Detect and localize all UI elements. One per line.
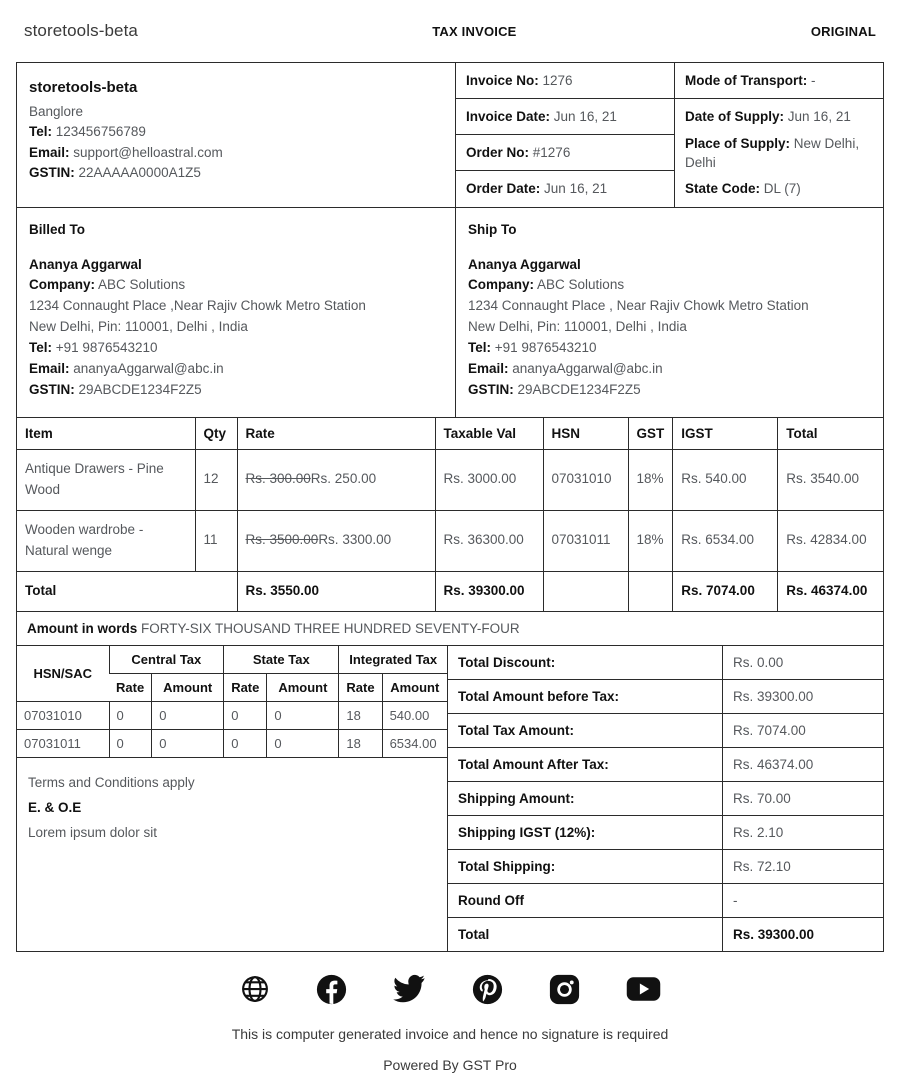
mode-of-transport-value: -: [811, 73, 816, 88]
invoice-meta-right-column: [674, 63, 883, 207]
column-header-gst: GST: [628, 418, 673, 450]
billed-to-email-row: [29, 359, 443, 380]
facebook-icon[interactable]: [316, 974, 347, 1005]
grand-total-label: Total: [458, 926, 490, 942]
grand-total-value: Rs. 39300.00: [722, 918, 883, 951]
summary-label: Total Amount After Tax:: [458, 756, 609, 772]
item-rate-original: Rs. 3500.00: [245, 532, 319, 548]
order-number-cell: [456, 135, 674, 171]
date-of-supply-value: Jun 16, 21: [787, 109, 851, 125]
amount-in-words-label: Amount in words: [27, 620, 138, 636]
billed-to-email-value: ananyaAggarwal@abc.in: [73, 361, 224, 377]
items-total-rate: Rs. 3550.00: [237, 571, 435, 610]
line-items-table: [17, 417, 883, 611]
hsn-code: 07031010: [17, 701, 109, 729]
items-total-amount: Rs. 46374.00: [778, 571, 883, 610]
item-qty: 12: [195, 450, 237, 511]
date-of-supply-label: Date of Supply:: [685, 109, 785, 125]
ship-to-gstin-label: GSTIN:: [468, 382, 514, 398]
hsn-central-rate: 0: [109, 729, 152, 757]
ship-to-heading: Ship To: [468, 221, 517, 237]
summary-value: Rs. 0.00: [722, 646, 883, 679]
invoice-container: [16, 62, 884, 952]
column-header-item: Item: [17, 418, 195, 450]
items-total-hsn: [543, 571, 628, 610]
item-rate: [237, 510, 435, 571]
hsn-central-rate: 0: [109, 701, 152, 729]
seller-details-block: [17, 63, 455, 207]
summary-row-total-tax: [448, 714, 883, 748]
ship-to-company-value: ABC Solutions: [537, 277, 625, 293]
ship-to-gstin-row: [468, 380, 871, 401]
summary-row-shipping-amount: [448, 782, 883, 816]
seller-gstin-row: [29, 163, 443, 184]
billed-to-tel-row: [29, 338, 443, 359]
item-rate-discounted: Rs. 250.00: [310, 471, 377, 487]
hsn-integrated-amount: 540.00: [382, 701, 447, 729]
billed-to-name: Ananya Aggarwal: [29, 256, 142, 272]
globe-icon[interactable]: [240, 974, 270, 1004]
hsn-code: 07031011: [17, 729, 109, 757]
seller-and-meta-section: [17, 63, 883, 207]
state-code-value: DL (7): [763, 180, 801, 196]
summary-value: Rs. 72.10: [722, 850, 883, 883]
item-taxable: Rs. 36300.00: [435, 510, 543, 571]
mode-of-transport-label: Mode of Transport:: [685, 73, 808, 88]
footer-text-block: [16, 1027, 884, 1072]
order-number-label: Order No:: [466, 145, 530, 161]
billed-to-address-line1: 1234 Connaught Place ,Near Rajiv Chowk Metro Station: [29, 298, 366, 314]
seller-email-value: support@helloastral.com: [73, 144, 223, 160]
column-header-igst: IGST: [673, 418, 778, 450]
place-of-supply-value: New Delhi, Delhi: [685, 136, 860, 171]
item-rate-original: Rs. 300.00: [245, 471, 311, 487]
summary-value: Rs. 2.10: [722, 816, 883, 849]
footer-generated-note: This is computer generated invoice and hence no signature is required: [231, 1025, 669, 1042]
ship-to-tel-row: [468, 338, 871, 359]
hsn-integrated-amount: 6534.00: [382, 729, 447, 757]
billed-to-company-label: Company:: [29, 277, 96, 293]
place-of-supply-label: Place of Supply:: [685, 136, 791, 152]
ship-to-gstin-value: 29ABCDE1234F2Z5: [517, 382, 641, 398]
order-date-value: Jun 16, 21: [544, 181, 608, 197]
hsn-integrated-rate: 18: [339, 729, 382, 757]
ship-to-tel-value: +91 9876543210: [494, 340, 597, 356]
hsn-subheader-state-amount: Amount: [267, 673, 339, 701]
ship-to-tel-label: Tel:: [468, 340, 491, 356]
invoice-date-value: Jun 16, 21: [553, 109, 617, 125]
item-igst: Rs. 540.00: [673, 450, 778, 511]
table-row: [17, 450, 883, 511]
ship-to-email-row: [468, 359, 871, 380]
seller-tel-value: 123456756789: [55, 124, 146, 140]
pinterest-icon[interactable]: [472, 974, 503, 1005]
item-gst: 18%: [628, 450, 673, 511]
billed-to-company-row: [29, 275, 443, 296]
column-header-qty: Qty: [195, 418, 237, 450]
hsn-subheader-integrated-rate: Rate: [339, 673, 382, 701]
column-header-taxable-val: Taxable Val: [435, 418, 543, 450]
ship-to-company-label: Company:: [468, 277, 535, 293]
summary-value: Rs. 70.00: [722, 782, 883, 815]
seller-city: Banglore: [29, 103, 84, 119]
item-total: Rs. 3540.00: [778, 450, 883, 511]
invoice-number-cell: [456, 63, 674, 99]
billed-to-gstin-row: [29, 380, 443, 401]
table-row: [17, 701, 447, 729]
line-items-total-row: [17, 571, 883, 610]
state-code-cell: [675, 177, 883, 207]
billed-to-address-line2: New Delhi, Pin: 110001, Delhi , India: [29, 319, 248, 335]
document-type-title: TAX INVOICE: [432, 23, 517, 39]
hsn-state-rate: 0: [224, 729, 267, 757]
brand-name: storetools-beta: [24, 21, 138, 40]
seller-tel-row: [29, 122, 443, 143]
column-header-total: Total: [778, 418, 883, 450]
social-links-bar: [16, 974, 884, 1005]
summary-row-grand-total: [448, 918, 883, 951]
item-total: Rs. 42834.00: [778, 510, 883, 571]
hsn-group-header-row: [17, 646, 447, 674]
column-header-hsn: HSN: [543, 418, 628, 450]
mode-of-transport-cell: [675, 63, 883, 99]
items-total-label: Total: [17, 571, 237, 610]
table-row: [17, 510, 883, 571]
billed-to-email-label: Email:: [29, 361, 70, 377]
items-total-taxable: Rs. 39300.00: [435, 571, 543, 610]
items-total-gst: [628, 571, 673, 610]
summary-row-shipping-igst: [448, 816, 883, 850]
terms-and-conditions-block: [17, 758, 447, 951]
ship-to-company-row: [468, 275, 871, 296]
terms-errors-omissions: E. & O.E: [28, 799, 82, 815]
terms-line-3: Lorem ipsum dolor sit: [28, 824, 158, 840]
seller-tel-label: Tel:: [29, 124, 52, 140]
billed-to-tel-value: +91 9876543210: [55, 340, 158, 356]
hsn-header-central-tax: Central Tax: [109, 646, 224, 674]
footer-powered-by: Powered By GST Pro: [383, 1056, 517, 1073]
summary-label: Total Amount before Tax:: [458, 688, 619, 704]
summary-row-amount-after-tax: [448, 748, 883, 782]
place-of-supply-cell: [675, 134, 883, 176]
invoice-date-label: Invoice Date:: [466, 109, 551, 125]
hsn-tax-table: [17, 646, 447, 758]
billed-to-tel-label: Tel:: [29, 340, 52, 356]
ship-to-email-value: ananyaAggarwal@abc.in: [512, 361, 663, 377]
summary-row-total-shipping: [448, 850, 883, 884]
hsn-state-amount: 0: [267, 729, 339, 757]
date-of-supply-cell: [675, 99, 883, 134]
item-qty: 11: [195, 510, 237, 571]
ship-to-address-line2: New Delhi, Pin: 110001, Delhi , India: [468, 319, 687, 335]
parties-section: [17, 207, 883, 417]
order-date-label: Order Date:: [466, 181, 541, 197]
item-hsn: 07031011: [543, 510, 628, 571]
order-date-cell: [456, 171, 674, 206]
item-rate: [237, 450, 435, 511]
billed-to-company-value: ABC Solutions: [98, 277, 186, 293]
item-name: Antique Drawers - Pine Wood: [17, 450, 195, 511]
summary-label: Total Shipping:: [458, 858, 556, 874]
item-taxable: Rs. 3000.00: [435, 450, 543, 511]
summary-row-amount-before-tax: [448, 680, 883, 714]
item-name: Wooden wardrobe - Natural wenge: [17, 510, 195, 571]
summary-row-round-off: [448, 884, 883, 918]
state-code-label: State Code:: [685, 180, 761, 196]
invoice-meta-grid: [455, 63, 883, 207]
ship-to-block: [455, 208, 883, 417]
hsn-subheader-central-amount: Amount: [152, 673, 224, 701]
hsn-state-amount: 0: [267, 701, 339, 729]
summary-value: Rs. 39300.00: [722, 680, 883, 713]
item-rate-discounted: Rs. 3300.00: [318, 532, 392, 548]
billed-to-block: [17, 208, 455, 417]
hsn-state-rate: 0: [224, 701, 267, 729]
seller-gstin-value: 22AAAAA0000A1Z5: [78, 165, 201, 181]
ship-to-address-line1: 1234 Connaught Place , Near Rajiv Chowk Metro Station: [468, 298, 809, 314]
hsn-integrated-rate: 18: [339, 701, 382, 729]
item-hsn: 07031010: [543, 450, 628, 511]
ship-to-email-label: Email:: [468, 361, 509, 377]
summary-label: Shipping IGST (12%):: [458, 824, 596, 840]
copy-type-label: ORIGINAL: [810, 23, 876, 39]
seller-email-label: Email:: [29, 144, 70, 160]
summary-value: Rs. 7074.00: [722, 714, 883, 747]
summary-value: Rs. 46374.00: [722, 748, 883, 781]
hsn-subheader-state-rate: Rate: [224, 673, 267, 701]
items-total-igst: Rs. 7074.00: [673, 571, 778, 610]
document-header: [16, 0, 884, 62]
line-items-header-row: [17, 418, 883, 450]
summary-row-total-discount: [448, 646, 883, 680]
hsn-header-state-tax: State Tax: [224, 646, 339, 674]
hsn-subheader-integrated-amount: Amount: [382, 673, 447, 701]
summary-label: Total Tax Amount:: [458, 722, 574, 738]
amount-in-words-value: FORTY-SIX THOUSAND THREE HUNDRED SEVENTY-FOUR: [141, 620, 520, 636]
youtube-icon[interactable]: [626, 976, 661, 1002]
billed-to-gstin-label: GSTIN:: [29, 382, 75, 398]
bottom-section: [17, 645, 883, 951]
amount-in-words-row: [17, 611, 883, 645]
twitter-icon[interactable]: [393, 974, 426, 1005]
hsn-subheader-central-rate: Rate: [109, 673, 152, 701]
item-igst: Rs. 6534.00: [673, 510, 778, 571]
summary-value: -: [722, 884, 883, 917]
hsn-header-integrated-tax: Integrated Tax: [339, 646, 447, 674]
column-header-rate: Rate: [237, 418, 435, 450]
billed-to-heading: Billed To: [29, 221, 85, 237]
ship-to-name: Ananya Aggarwal: [468, 256, 581, 272]
billed-to-gstin-value: 29ABCDE1234F2Z5: [78, 382, 202, 398]
summary-label: Shipping Amount:: [458, 790, 575, 806]
terms-line-1: Terms and Conditions apply: [28, 774, 195, 790]
item-gst: 18%: [628, 510, 673, 571]
totals-summary-panel: [447, 646, 883, 951]
tax-breakdown-and-terms: [17, 646, 447, 951]
table-row: [17, 729, 447, 757]
summary-label: Round Off: [458, 892, 524, 908]
order-number-value: #1276: [532, 145, 571, 161]
hsn-central-amount: 0: [152, 729, 224, 757]
hsn-header-hsn-sac: HSN/SAC: [17, 646, 109, 702]
invoice-number-value: 1276: [542, 73, 573, 88]
instagram-icon[interactable]: [549, 974, 580, 1005]
invoice-date-cell: [456, 99, 674, 135]
hsn-central-amount: 0: [152, 701, 224, 729]
seller-email-row: [29, 143, 443, 164]
seller-name: storetools-beta: [29, 79, 138, 96]
invoice-meta-left-column: [456, 63, 674, 207]
summary-label: Total Discount:: [458, 654, 556, 670]
invoice-number-label: Invoice No:: [466, 73, 539, 88]
seller-gstin-label: GSTIN:: [29, 165, 75, 181]
